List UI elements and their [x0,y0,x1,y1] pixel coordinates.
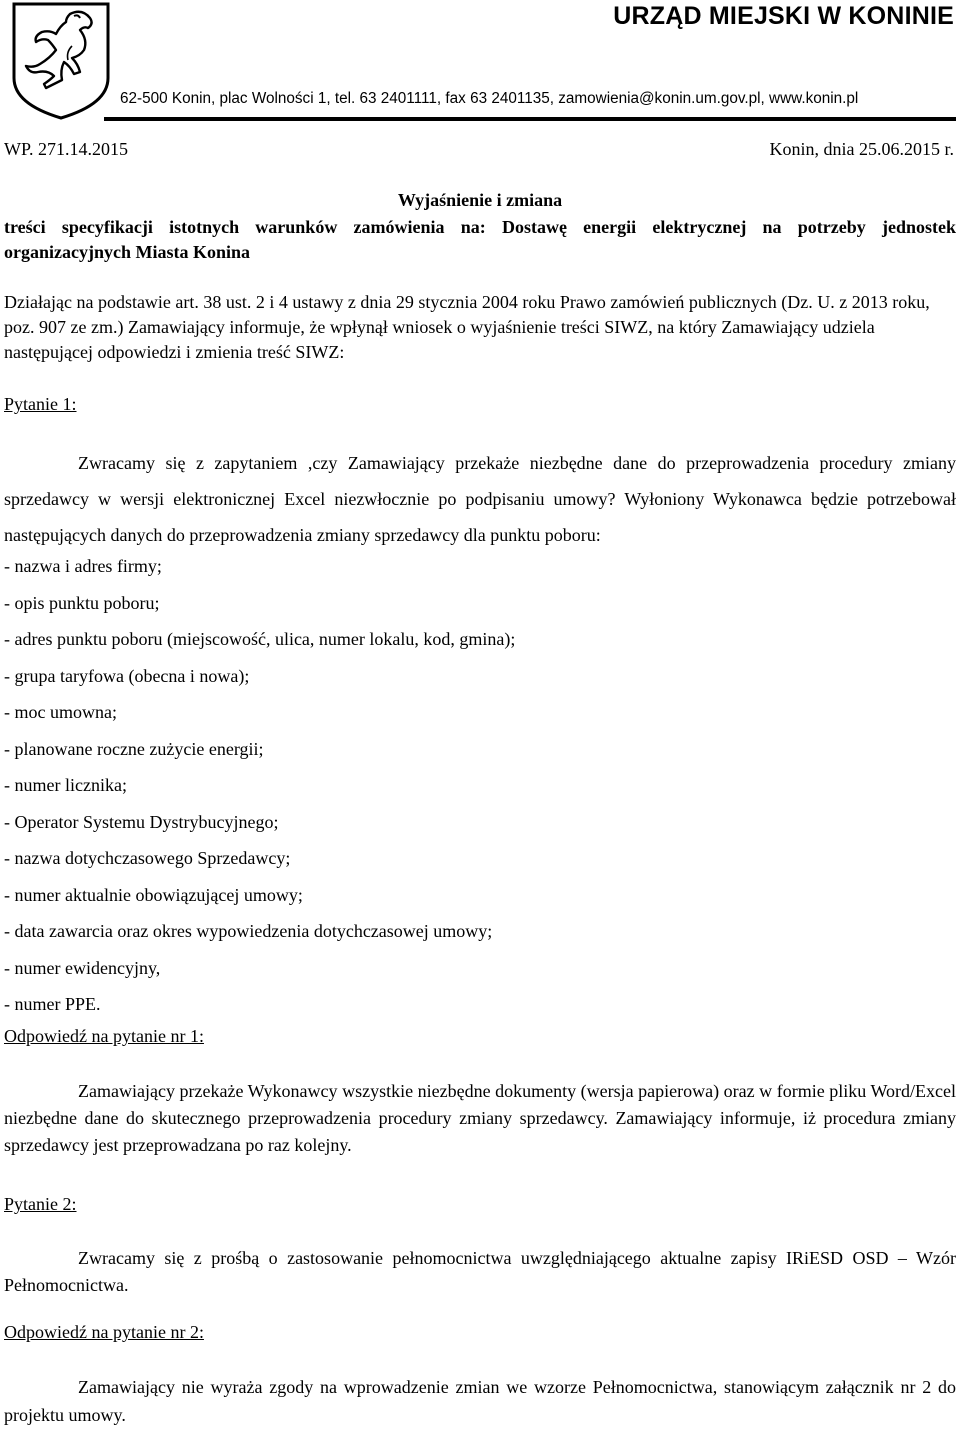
list-item: - planowane roczne zużycie energii; [4,738,264,759]
answer-1-heading: Odpowiedź na pytanie nr 1: [4,1026,204,1046]
horse-crest-icon [8,0,114,120]
list-item: - numer aktualnie obowiązującej umowy; [4,884,303,905]
list-item: - numer ewidencyjny, [4,957,161,978]
answer-2-text: Zamawiający nie wyraża zgody na wprowadzenie zmian we wzorze Pełnomocnictwa, stanowiącym załącznik nr 2 do projektu umowy. [4,1377,956,1425]
list-item: - Operator Systemu Dystrybucyjnego; [4,811,279,832]
question-2-heading: Pytanie 2: [4,1194,77,1214]
question-2-text: Zwracamy się z prośbą o zastosowanie pełnomocnictwa uwzględniającego aktualne zapisy IRiESD OSD – Wzór Pełnomocnictwa. [4,1248,956,1295]
header-divider [104,117,956,121]
answer-2-body [4,1373,956,1429]
list-item: - moc umowna; [4,702,117,722]
answer-1-body [4,1078,956,1159]
answer-1-text: Zamawiający przekaże Wykonawcy wszystkie niezbędne dokumenty (wersja papierowa) oraz w formie pliku Word/Excel niezbędne dane do skutecznego przeprowadzenia procedury zmiany sprzedawcy. Zamawiający informuje, iż procedura zmiany sprzedawcy jest przeprowadzana po raz kolejny. [4,1081,956,1155]
list-item: - adres punktu poboru (miejscowość, ulica, numer lokalu, kod, gmina); [4,629,516,649]
list-item: - data zawarcia oraz okres wypowiedzenia dotychczasowej umowy; [4,921,493,941]
list-item: - nazwa dotychczasowego Sprzedawcy; [4,848,291,868]
question-2-body [4,1245,956,1299]
answer-2-heading: Odpowiedź na pytanie nr 2: [4,1322,204,1342]
intro-paragraph: Działając na podstawie art. 38 ust. 2 i 4 ustawy z dnia 29 stycznia 2004 roku Prawo zamówień publicznych (Dz. U. z 2013 roku, poz. 907 ze zm.) Zamawiający informuje, że wpłynął wniosek o wyjaśnienie treści SIWZ, na który Zamawiający udziela następującej odpowiedzi i zmienia treść SIWZ: [4,292,930,362]
question-1-body [4,445,956,553]
list-item: - grupa taryfowa (obecna i nowa); [4,665,250,686]
place-date: Konin, dnia 25.06.2015 r. [769,139,954,159]
document-title: Wyjaśnienie i zmiana [397,190,563,210]
list-item: - numer PPE. [4,994,101,1014]
list-item: - opis punktu poboru; [4,592,160,613]
question-1-text: Zwracamy się z zapytaniem ,czy Zamawiający przekaże niezbędne dane do przeprowadzenia procedury zmiany sprzedawcy w wersji elektronicznej Excel niezwłocznie po podpisaniu umowy? Wyłoniony Wykonawca będzie potrzebował następujących danych do przeprowadzenia zmiany sprzedawcy dla punktu poboru: [4,453,956,545]
question-1-heading: Pytanie 1: [4,394,77,414]
document-subject: treści specyfikacji istotnych warunków zamówienia na: Dostawę energii elektrycznej na potrzeby jednostek organizacyjnych Miasta Konina [4,217,956,262]
list-item: - numer licznika; [4,775,127,795]
list-item: - nazwa i adres firmy; [4,556,162,576]
reference-number: WP. 271.14.2015 [4,139,129,159]
office-address: 62-500 Konin, plac Wolności 1, tel. 63 2401111, fax 63 2401135, zamowienia@konin.um.gov.pl, www.konin.pl [120,90,859,107]
office-name: URZĄD MIEJSKI W KONINIE [613,2,954,30]
required-data-list [4,548,515,1023]
